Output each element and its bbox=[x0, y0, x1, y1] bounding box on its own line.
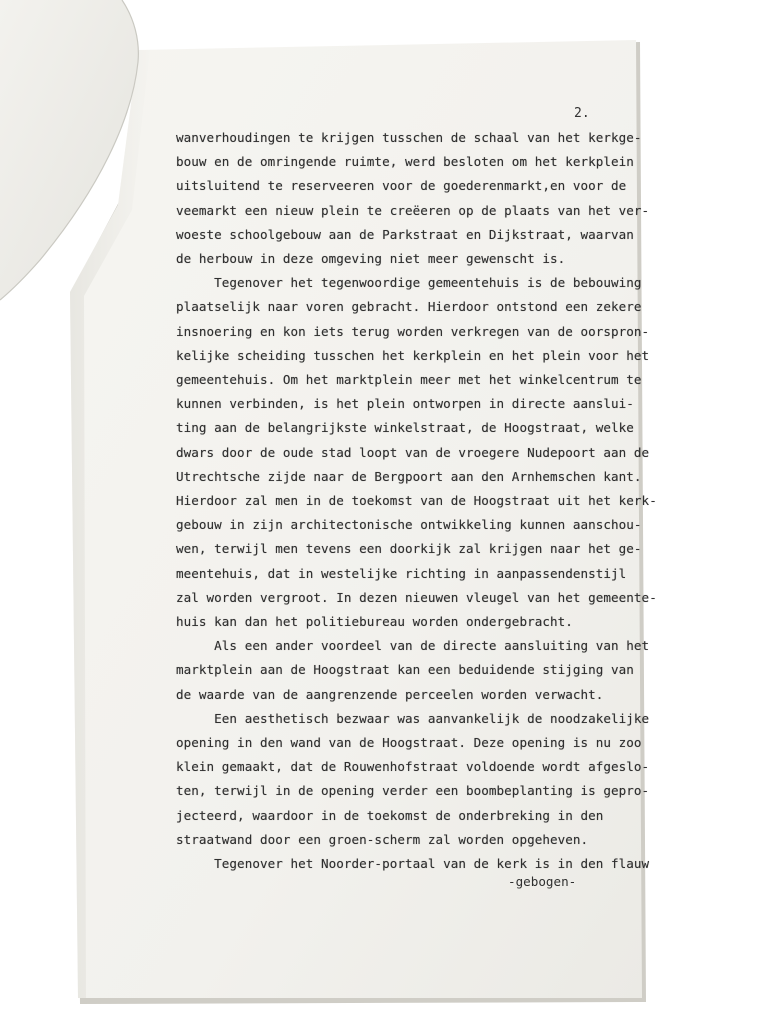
text-line: insnoering en kon iets terug worden verkregen van de oorspron- bbox=[176, 323, 650, 339]
text-line: jecteerd, waardoor in de toekomst de onderbreking in den bbox=[176, 807, 604, 823]
text-line: de waarde van de aangrenzende perceelen worden verwacht. bbox=[176, 686, 604, 702]
text-line: kelijke scheiding tusschen het kerkplein en het plein voor het bbox=[176, 347, 650, 363]
text-line: straatwand door een groen-scherm zal worden opgeheven. bbox=[176, 831, 589, 847]
text-line: Een aesthetisch bezwaar was aanvankelijk de noodzakelijke bbox=[176, 710, 650, 726]
text-line: plaatselijk naar voren gebracht. Hierdoor ontstond een zekere bbox=[176, 299, 642, 315]
catchword: -gebogen- bbox=[508, 874, 577, 889]
text-line: uitsluitend te reserveeren voor de goederenmarkt,en voor de bbox=[176, 178, 627, 194]
text-line: opening in den wand van de Hoogstraat. Deze opening is nu zoo bbox=[176, 735, 642, 750]
text-line: woeste schoolgebouw aan de Parkstraat en Dijkstraat, waarvan bbox=[176, 226, 634, 242]
text-line: Als een ander voordeel van de directe aansluiting van het bbox=[176, 638, 650, 654]
text-line: Utrechtsche zijde naar de Bergpoort aan den Arnhemschen kant. bbox=[176, 468, 642, 484]
text-line: ting aan de belangrijkste winkelstraat, de Hoogstraat, welke bbox=[176, 420, 634, 436]
text-line: Tegenover het tegenwoordige gemeentehuis is de bebouwing bbox=[176, 275, 642, 291]
text-line: Tegenover het Noorder-portaal van de kerk is in den flauw bbox=[176, 856, 650, 871]
text-line: veemarkt een nieuw plein te creëeren op de plaats van het ver- bbox=[176, 202, 650, 218]
text-line: gemeentehuis. Om het marktplein meer met het winkelcentrum te bbox=[176, 372, 642, 387]
text-line: dwars door de oude stad loopt van de vroegere Nudepoort aan de bbox=[176, 444, 650, 460]
text-line: wanverhoudingen te krijgen tusschen de schaal van het kerkge- bbox=[176, 130, 642, 145]
text-line: marktplein aan de Hoogstraat kan een beduidende stijging van bbox=[176, 662, 634, 678]
text-line: wen, terwijl men tevens een doorkijk zal krijgen naar het ge- bbox=[176, 541, 642, 557]
text-line: zal worden vergroot. In dezen nieuwen vleugel van het gemeente- bbox=[176, 589, 657, 605]
text-line: de herbouw in deze omgeving niet meer gewenscht is. bbox=[176, 251, 566, 266]
text-line: kunnen verbinden, is het plein ontworpen in directe aanslui- bbox=[176, 396, 634, 412]
text-line: meentehuis, dat in westelijke richting in aanpassendenstijl bbox=[176, 565, 627, 581]
text-line: bouw en de omringende ruimte, werd besloten om het kerkplein bbox=[176, 154, 634, 170]
page-number: 2. bbox=[574, 106, 590, 121]
text-line: Hierdoor zal men in de toekomst van de Hoogstraat uit het kerk- bbox=[176, 493, 657, 508]
text-line: klein gemaakt, dat de Rouwenhofstraat voldoende wordt afgeslo- bbox=[176, 759, 650, 775]
text-line: ten, terwijl in de opening verder een boombeplanting is gepro- bbox=[176, 783, 650, 799]
text-line: gebouw in zijn architectonische ontwikkeling kunnen aanschou- bbox=[176, 517, 642, 533]
text-line: huis kan dan het politiebureau worden ondergebracht. bbox=[176, 614, 573, 629]
